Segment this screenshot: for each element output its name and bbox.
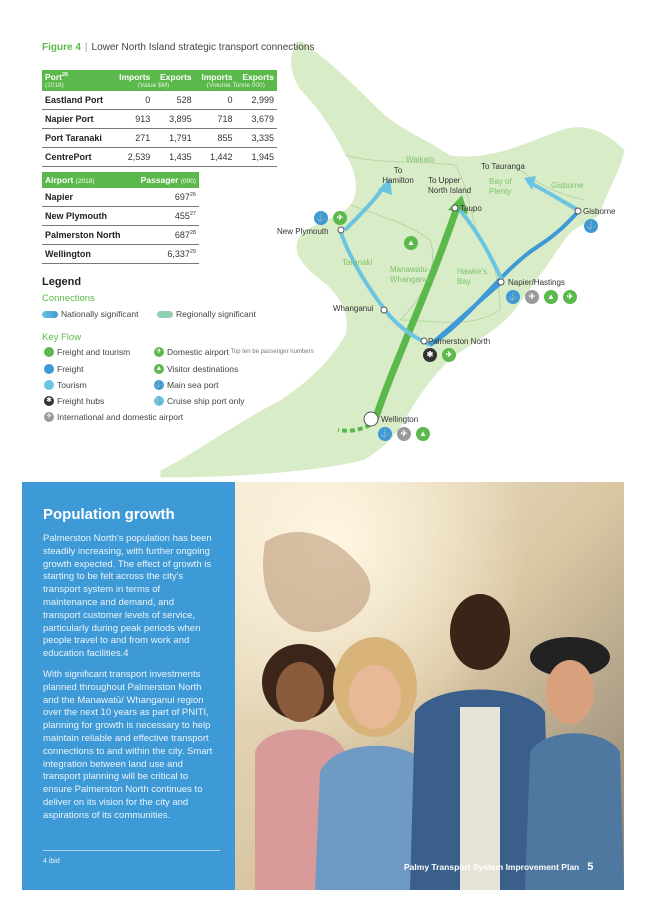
legend-freight: Freight	[44, 364, 83, 374]
airport-header: Airport (2018)	[42, 172, 132, 188]
label-taranaki: Taranaki	[342, 258, 373, 267]
table-row: Palmerston North $687^{28}$	[42, 226, 199, 245]
label-to-tauranga: To Tauranga	[481, 162, 525, 171]
port-header: Port$^{26}$	[42, 70, 112, 82]
label-palmerston-north: Palmerston North	[428, 337, 491, 346]
table-row: New Plymouth $455^{27}$	[42, 207, 199, 226]
blue-dot-icon	[44, 364, 54, 374]
label-to-upper-north-island: To Upper North Island	[428, 176, 472, 195]
domestic-airport-icon: ✈	[154, 347, 164, 357]
port-table	[42, 70, 277, 167]
population-growth-panel	[22, 482, 235, 890]
table-row: CentrePort 2,539 1,435 1,442 1,945	[42, 148, 277, 167]
domestic-airport-icon: ✈	[333, 211, 347, 225]
legend-freight-hubs: ✱ Freight hubs	[44, 396, 104, 406]
figure-title: Lower North Island strategic transport connections	[91, 42, 315, 53]
legend-freight-tourism: Freight and tourism	[44, 347, 130, 357]
legend-regional: Regionally significant	[157, 309, 256, 319]
label-taupo: Taupo	[460, 204, 482, 213]
label-wellington: Wellington	[381, 415, 419, 424]
figure-caption: Figure 4 | Lower North Island strategic transport connections	[42, 42, 315, 53]
legend-intl-domestic: ✈ International and domestic airport	[44, 412, 183, 422]
page-number: 5	[587, 861, 594, 873]
label-hawkes-bay: Hawke's Bay	[457, 267, 487, 286]
label-bay-of-plenty: Bay of Plenty	[489, 177, 512, 196]
page-footer	[404, 861, 593, 873]
panel-title: Population growth	[43, 506, 175, 523]
value-subheader: (Value $M)	[112, 82, 194, 91]
cruise-port-icon: ⚓	[154, 397, 164, 404]
figure-number: Figure 4	[42, 42, 81, 53]
exports-header: Exports	[153, 70, 194, 82]
sea-port-icon: ⚓	[378, 427, 392, 441]
label-whanganui: Whanganui	[333, 304, 374, 313]
sea-port-icon: ⚓	[584, 219, 598, 233]
domestic-airport-icon: ✈	[442, 348, 456, 362]
light-blue-dot-icon	[44, 380, 54, 390]
footer-title: Palmy Transport System Improvement Plan	[404, 862, 580, 872]
group-photo	[235, 482, 624, 890]
green-dot-icon	[44, 347, 54, 357]
freight-hub-icon: ✱	[44, 396, 54, 406]
divider	[43, 850, 220, 851]
regional-swatch-icon	[157, 311, 173, 318]
airport-icon: ✈	[397, 427, 411, 441]
freight-hub-icon: ✱	[423, 348, 437, 362]
sea-port-icon: ⚓	[506, 290, 520, 304]
airport-icon: ✈	[44, 412, 54, 422]
year-subheader: (2018)	[42, 82, 112, 91]
table-row: Port Taranaki 271 1,791 855 3,335	[42, 129, 277, 148]
sea-port-icon: ⚓	[314, 211, 328, 225]
visitor-destination-icon: ▲	[544, 290, 558, 304]
airport-icon: ✈	[525, 290, 539, 304]
legend-national: Nationally significant	[42, 309, 138, 319]
footnote: 4 ibid	[43, 858, 60, 865]
connections-title: Connections	[42, 293, 95, 304]
domestic-airport-icon: ✈	[563, 290, 577, 304]
national-swatch-icon	[42, 311, 58, 318]
label-gisborne: Gisborne	[583, 207, 616, 216]
panel-paragraph: With significant transport investments planned throughout Palmerston North and the Manawatū/ Whanganui region over the next 10 years as part of PNITI, planning for growth is necessary to help maintain reliable and effective transport connections to and within the city. Smart integration between land use and transport planning will be critical to ensure Palmerston North continues to deliver on its vision for the city and aspirations of its communities.	[43, 668, 213, 821]
passenger-header: Passager (000)	[132, 172, 199, 188]
legend-cruise: ⚓ Cruise ship port only	[154, 396, 245, 406]
table-row: Napier Port 913 3,895 718 3,679	[42, 110, 277, 129]
legend-main-sea-port: ⚓ Main sea port	[154, 380, 219, 390]
airport-table	[42, 172, 199, 264]
table-row: Napier $697^{26}$	[42, 188, 199, 207]
visitor-destination-icon: ▲	[416, 427, 430, 441]
volume-subheader: (Volume Tonne 000)	[195, 82, 277, 91]
imports-header: Imports	[195, 70, 236, 82]
imports-header: Imports	[112, 70, 153, 82]
legend-visitor: ▲ Visitor destinations	[155, 364, 239, 374]
exports-header: Exports	[236, 70, 277, 82]
panel-paragraph: Palmerston North's population has been steadily increasing, with further ongoing growth expected. The effect of growth is starting to be felt across the city's transport system in terms of maintenance and demand, and transport customer levels of service, particularly during peak periods when people travel to and from work and education facilities.4	[43, 533, 212, 660]
label-waikato: Waikato	[406, 155, 435, 164]
label-manawatu-whanganui: Manawatu- Whanganui	[390, 265, 431, 284]
label-new-plymouth: New Plymouth	[277, 227, 329, 236]
table-row: Eastland Port 0 528 0 2,999	[42, 91, 277, 110]
legend-domestic-airport: ✈ Domestic airport Top ten be passenger numbers	[154, 347, 314, 357]
legend-title: Legend	[42, 276, 82, 288]
table-row: Wellington 6,337$^{29}$	[42, 245, 199, 264]
keyflow-title: Key Flow	[42, 332, 82, 343]
label-gisborne-region: Gisborne	[551, 181, 584, 190]
label-napier-hastings: Napier/Hastings	[508, 278, 565, 287]
label-to-hamilton: To Hamilton	[382, 166, 414, 185]
visitor-destination-icon: ▲	[404, 236, 418, 250]
visitor-destination-icon: ▲	[155, 365, 163, 372]
sea-port-icon: ⚓	[154, 381, 164, 388]
legend-tourism: Tourism	[44, 380, 87, 390]
